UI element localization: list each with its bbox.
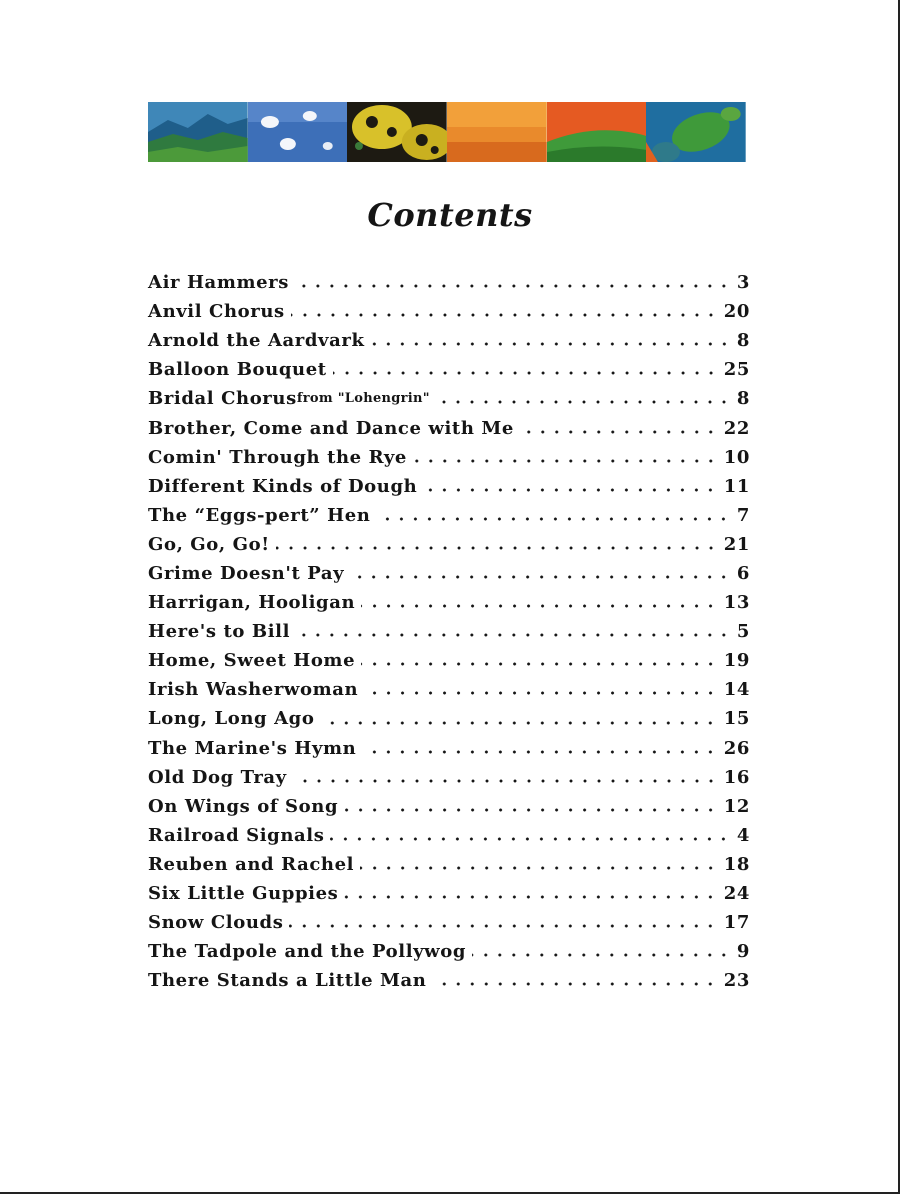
dot-leader xyxy=(472,951,731,959)
toc-entry[interactable] xyxy=(148,675,750,704)
toc-entry[interactable] xyxy=(148,384,750,413)
table-of-contents xyxy=(148,268,750,995)
toc-entry-title: Harrigan, Hooligan xyxy=(148,592,356,614)
toc-entry-title: Irish Washerwoman xyxy=(148,679,359,701)
toc-entry-title: There Stands a Little Man xyxy=(148,970,427,992)
toc-entry[interactable] xyxy=(148,559,750,588)
toc-entry-title: Go, Go, Go! xyxy=(148,533,270,555)
toc-entry[interactable] xyxy=(148,966,750,995)
toc-entry[interactable] xyxy=(148,879,750,908)
toc-entry-title: Reuben and Rachel xyxy=(148,853,355,875)
toc-entry-title: Long, Long Ago xyxy=(148,708,315,730)
toc-entry-page-number: 10 xyxy=(723,446,750,468)
toc-entry[interactable] xyxy=(148,704,750,733)
toc-entry-page-number: 9 xyxy=(736,941,750,963)
toc-entry-page-number: 20 xyxy=(723,301,750,323)
toc-entry[interactable] xyxy=(148,326,750,355)
toc-entry-page-number: 23 xyxy=(723,970,750,992)
dot-leader xyxy=(362,748,717,756)
toc-entry-title: Grime Doesn't Pay xyxy=(148,562,345,584)
toc-entry-page-number: 19 xyxy=(723,650,750,672)
toc-entry-title: Brother, Come and Dance with Me xyxy=(148,417,514,439)
toc-entry-page-number: 18 xyxy=(723,853,750,875)
toc-entry[interactable] xyxy=(148,646,750,675)
leaves-tile xyxy=(646,102,746,162)
frog-tile xyxy=(347,102,447,162)
dot-leader xyxy=(361,602,718,610)
toc-entry[interactable] xyxy=(148,297,750,326)
toc-entry[interactable] xyxy=(148,821,750,850)
toc-entry-title: On Wings of Song xyxy=(148,795,339,817)
dot-leader xyxy=(295,282,731,290)
toc-entry-page-number: 11 xyxy=(723,475,750,497)
toc-entry-title: Air Hammers xyxy=(148,272,289,294)
toc-entry[interactable] xyxy=(148,443,750,472)
toc-entry-page-number: 6 xyxy=(736,562,750,584)
toc-entry-subtitle: from "Lohengrin" xyxy=(296,391,430,407)
toc-entry[interactable] xyxy=(148,355,750,384)
toc-entry[interactable] xyxy=(148,530,750,559)
clouds-tile xyxy=(248,102,348,162)
toc-entry-page-number: 16 xyxy=(723,766,750,788)
toc-entry[interactable] xyxy=(148,908,750,937)
dot-leader xyxy=(360,864,718,872)
toc-entry-title: The Tadpole and the Pollywog xyxy=(148,941,467,963)
toc-entry[interactable] xyxy=(148,501,750,530)
dot-leader xyxy=(350,573,731,581)
toc-entry-page-number: 15 xyxy=(723,708,750,730)
toc-entry-page-number: 12 xyxy=(723,795,750,817)
toc-entry-page-number: 21 xyxy=(723,533,750,555)
toc-entry[interactable] xyxy=(148,763,750,792)
toc-entry-title: Six Little Guppies xyxy=(148,883,339,905)
toc-entry-title: Here's to Bill xyxy=(148,621,291,643)
toc-entry-page-number: 13 xyxy=(723,592,750,614)
toc-entry-page-number: 14 xyxy=(723,679,750,701)
dot-leader xyxy=(276,544,718,552)
toc-entry-page-number: 3 xyxy=(736,272,750,294)
toc-entry-page-number: 24 xyxy=(723,883,750,905)
dot-leader xyxy=(344,806,718,814)
sunset-tile xyxy=(447,102,547,162)
toc-entry-page-number: 8 xyxy=(736,388,750,410)
toc-entry-page-number: 17 xyxy=(723,912,750,934)
toc-entry-title: The Marine's Hymn xyxy=(148,737,357,759)
dot-leader xyxy=(330,835,730,843)
dot-leader xyxy=(413,457,718,465)
page-title: Contents xyxy=(367,196,533,234)
toc-entry-title: Different Kinds of Dough xyxy=(148,475,418,497)
toc-entry-page-number: 22 xyxy=(723,417,750,439)
toc-entry-title: The “Eggs-pert” Hen xyxy=(148,504,371,526)
toc-entry[interactable] xyxy=(148,472,750,501)
dot-leader xyxy=(289,922,717,930)
dot-leader xyxy=(293,777,718,785)
toc-entry[interactable] xyxy=(148,792,750,821)
dot-leader xyxy=(520,428,718,436)
toc-entry-title: Snow Clouds xyxy=(148,912,284,934)
dot-leader xyxy=(423,486,717,494)
toc-entry[interactable] xyxy=(148,268,750,297)
dot-leader xyxy=(371,340,731,348)
toc-entry[interactable] xyxy=(148,617,750,646)
dot-leader xyxy=(333,369,718,377)
toc-entry[interactable] xyxy=(148,588,750,617)
toc-entry[interactable] xyxy=(148,413,750,442)
decorative-banner xyxy=(148,102,746,162)
dot-leader xyxy=(376,515,730,523)
toc-entry-title: Railroad Signals xyxy=(148,824,325,846)
dot-leader xyxy=(320,719,717,727)
dot-leader xyxy=(364,689,718,697)
field-tile xyxy=(547,102,647,162)
dot-leader xyxy=(436,398,731,406)
dot-leader xyxy=(344,893,717,901)
toc-entry-page-number: 26 xyxy=(723,737,750,759)
dot-leader xyxy=(432,980,717,988)
toc-entry[interactable] xyxy=(148,850,750,879)
toc-entry-title: Bridal Chorus xyxy=(148,388,297,410)
toc-entry-title: Home, Sweet Home xyxy=(148,650,356,672)
toc-entry[interactable] xyxy=(148,937,750,966)
toc-entry[interactable] xyxy=(148,734,750,763)
mountains-tile xyxy=(148,102,248,162)
toc-entry-page-number: 4 xyxy=(736,824,750,846)
dot-leader xyxy=(291,311,718,319)
toc-entry-page-number: 8 xyxy=(736,330,750,352)
toc-entry-page-number: 25 xyxy=(723,359,750,381)
dot-leader xyxy=(296,631,731,639)
dot-leader xyxy=(361,660,718,668)
toc-entry-title: Comin' Through the Rye xyxy=(148,446,407,468)
toc-entry-title: Anvil Chorus xyxy=(148,301,285,323)
toc-entry-page-number: 5 xyxy=(736,621,750,643)
toc-entry-title: Arnold the Aardvark xyxy=(148,330,365,352)
toc-entry-title: Old Dog Tray xyxy=(148,766,287,788)
toc-entry-title: Balloon Bouquet xyxy=(148,359,327,381)
toc-entry-page-number: 7 xyxy=(736,504,750,526)
